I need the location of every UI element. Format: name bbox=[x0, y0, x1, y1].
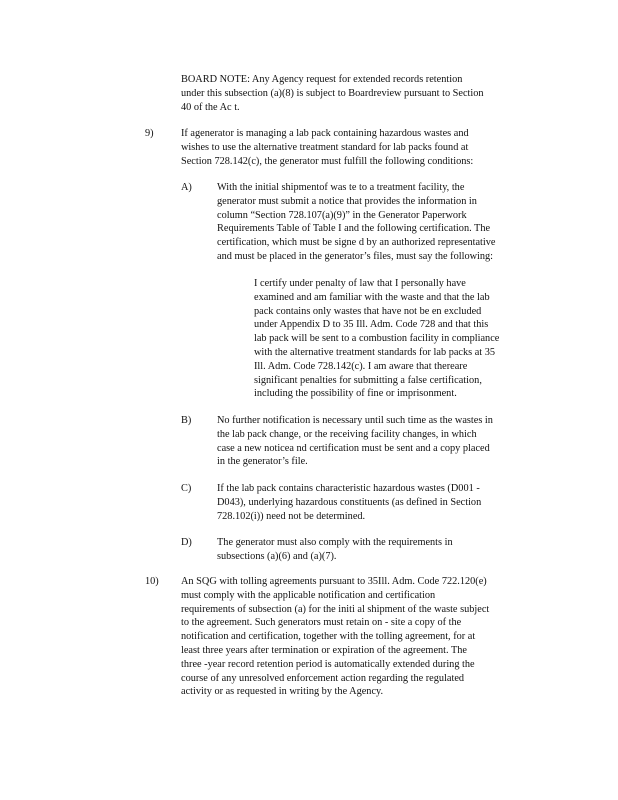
item-9-line: wishes to use the alternative treatment standard for lab packs found at bbox=[181, 141, 469, 153]
item-9-line: Section 728.142(c), the generator must fulfill the following conditions: bbox=[181, 155, 474, 167]
board-note-line: BOARD NOTE: Any Agency request for extended records retention bbox=[181, 74, 463, 85]
item-9d-text bbox=[217, 536, 537, 564]
item-9-number: 9) bbox=[145, 128, 154, 139]
board-note-line: under this subsection (a)(8) is subject to Boardreview pursuant to Section bbox=[181, 87, 484, 99]
item-9b-line: in the generator’s file. bbox=[217, 456, 308, 468]
item-9a-line: column “Section 728.107(a)(9)” in the Generator Paperwork bbox=[217, 209, 467, 221]
item-9a-line: Requirements Table of Table I and the following certification. The bbox=[217, 223, 491, 235]
item-10-line: activity or as requested in writing by the Agency. bbox=[181, 686, 384, 698]
item-9b-line: the lab pack change, or the receiving facility changes, in which bbox=[217, 428, 477, 440]
board-note-line: 40 of the Ac t. bbox=[181, 101, 240, 113]
item-9b-line: No further notification is necessary until such time as the wastes in bbox=[217, 415, 493, 426]
certification-line: examined and am familiar with the waste and that the lab bbox=[254, 291, 490, 303]
certification-line: I certify under penalty of law that I personally have bbox=[254, 278, 466, 289]
item-9c-text bbox=[217, 482, 537, 523]
item-10-line: notification and certification, together with the tolling agreement, for at bbox=[181, 631, 476, 643]
certification-text bbox=[254, 277, 537, 401]
item-9c-line: 728.102(i)) need not be determined. bbox=[217, 510, 366, 522]
item-9a-line: and must be placed in the generator’s files, must say the following: bbox=[217, 250, 494, 262]
item-9a-text bbox=[217, 181, 537, 264]
item-9a-line: certification, which must be signe d by an authorized representative bbox=[217, 237, 496, 249]
item-9-line: If agenerator is managing a lab pack containing hazardous wastes and bbox=[181, 128, 469, 139]
item-9a-letter: A) bbox=[181, 182, 192, 193]
certification-line: including the possibility of fine or imprisonment. bbox=[254, 388, 457, 400]
certification-line: with the alternative treatment standards for lab packs at 35 bbox=[254, 346, 496, 358]
item-9b-line: case a new noticea nd certification must be sent and a copy placed bbox=[217, 442, 490, 454]
item-9c-letter: C) bbox=[181, 483, 192, 494]
certification-line: under Appendix D to 35 Ill. Adm. Code 728 and that this bbox=[254, 319, 489, 331]
item-9b-letter: B) bbox=[181, 415, 192, 426]
item-10-line: three -year record retention period is automatically extended during the bbox=[181, 658, 475, 670]
item-10-line: course of any unresolved enforcement action regarding the regulated bbox=[181, 672, 465, 684]
item-10-number: 10) bbox=[145, 576, 159, 587]
item-10-line: least three years after termination or expiration of the agreement. The bbox=[181, 644, 467, 656]
certification-line: lab pack will be sent to a combustion facility in compliance bbox=[254, 333, 500, 345]
item-10-line: An SQG with tolling agreements pursuant to 35Ill. Adm. Code 722.120(e) bbox=[181, 576, 487, 587]
item-10-line: to the agreement. Such generators must retain on - site a copy of the bbox=[181, 617, 462, 629]
certification-line: significant penalties for submitting a false certification, bbox=[254, 374, 482, 386]
item-9a-line: With the initial shipmentof was te to a treatment facility, the bbox=[217, 182, 465, 193]
item-9c-line: If the lab pack contains characteristic hazardous wastes (D001 - bbox=[217, 483, 480, 494]
item-9b-text bbox=[217, 414, 542, 469]
item-10-text bbox=[181, 575, 536, 699]
item-9d-line: The generator must also comply with the requirements in bbox=[217, 537, 453, 548]
certification-line: pack contains only wastes that have not be en excluded bbox=[254, 305, 482, 317]
item-9c-line: D043), underlying hazardous constituents (as defined in Section bbox=[217, 496, 482, 508]
item-9a-line: generator must submit a notice that provides the information in bbox=[217, 195, 477, 207]
item-9-intro bbox=[181, 127, 516, 168]
item-9d-line: subsections (a)(6) and (a)(7). bbox=[217, 550, 337, 562]
item-10-line: requirements of subsection (a) for the initi al shipment of the waste subject bbox=[181, 603, 490, 615]
item-9d-letter: D) bbox=[181, 537, 192, 548]
certification-line: Ill. Adm. Code 728.142(c). I am aware that thereare bbox=[254, 360, 468, 372]
board-note bbox=[181, 73, 531, 114]
item-10-line: must comply with the applicable notification and certification bbox=[181, 589, 436, 601]
